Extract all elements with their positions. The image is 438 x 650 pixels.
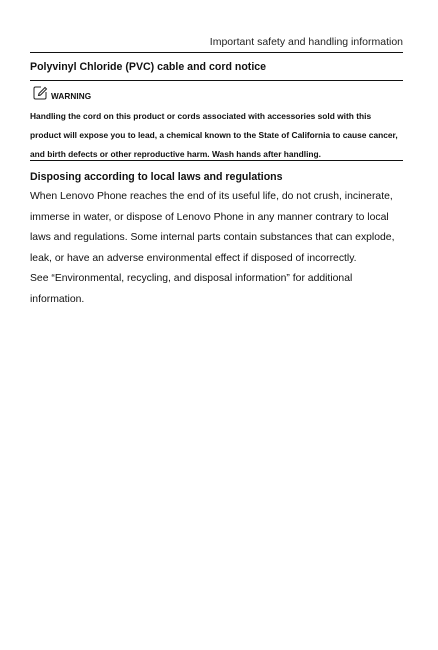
- warning-bottom-divider: [30, 160, 403, 161]
- pvc-section-title: Polyvinyl Chloride (PVC) cable and cord notice: [30, 61, 267, 73]
- disposal-section-title: Disposing according to local laws and regulations: [30, 171, 283, 183]
- disposal-reference-paragraph: See “Environmental, recycling, and disposal information” for additional information.: [30, 273, 353, 305]
- warning-text: Handling the cord on this product or cords associated with accessories sold with this product will expose you to lead, a chemical known to the State of California to cause cancer, and birth defects or other reproductive harm. Wash hands after handling.: [30, 111, 398, 159]
- warning-label: WARNING: [51, 92, 92, 101]
- warning-top-divider: [30, 80, 403, 81]
- disposal-paragraph: When Lenovo Phone reaches the end of its useful life, do not crush, incinerate, immerse in water, or dispose of Lenovo Phone in any manner contrary to local laws and regulations. Some internal parts contain substances that can explode, leak, or have an adverse environmental effect if disposed of incorrectly.: [30, 191, 395, 264]
- disposal-body: [30, 187, 403, 310]
- header-divider: [30, 52, 403, 53]
- note-pencil-icon: [32, 85, 48, 101]
- running-header: Important safety and handling information: [209, 36, 403, 48]
